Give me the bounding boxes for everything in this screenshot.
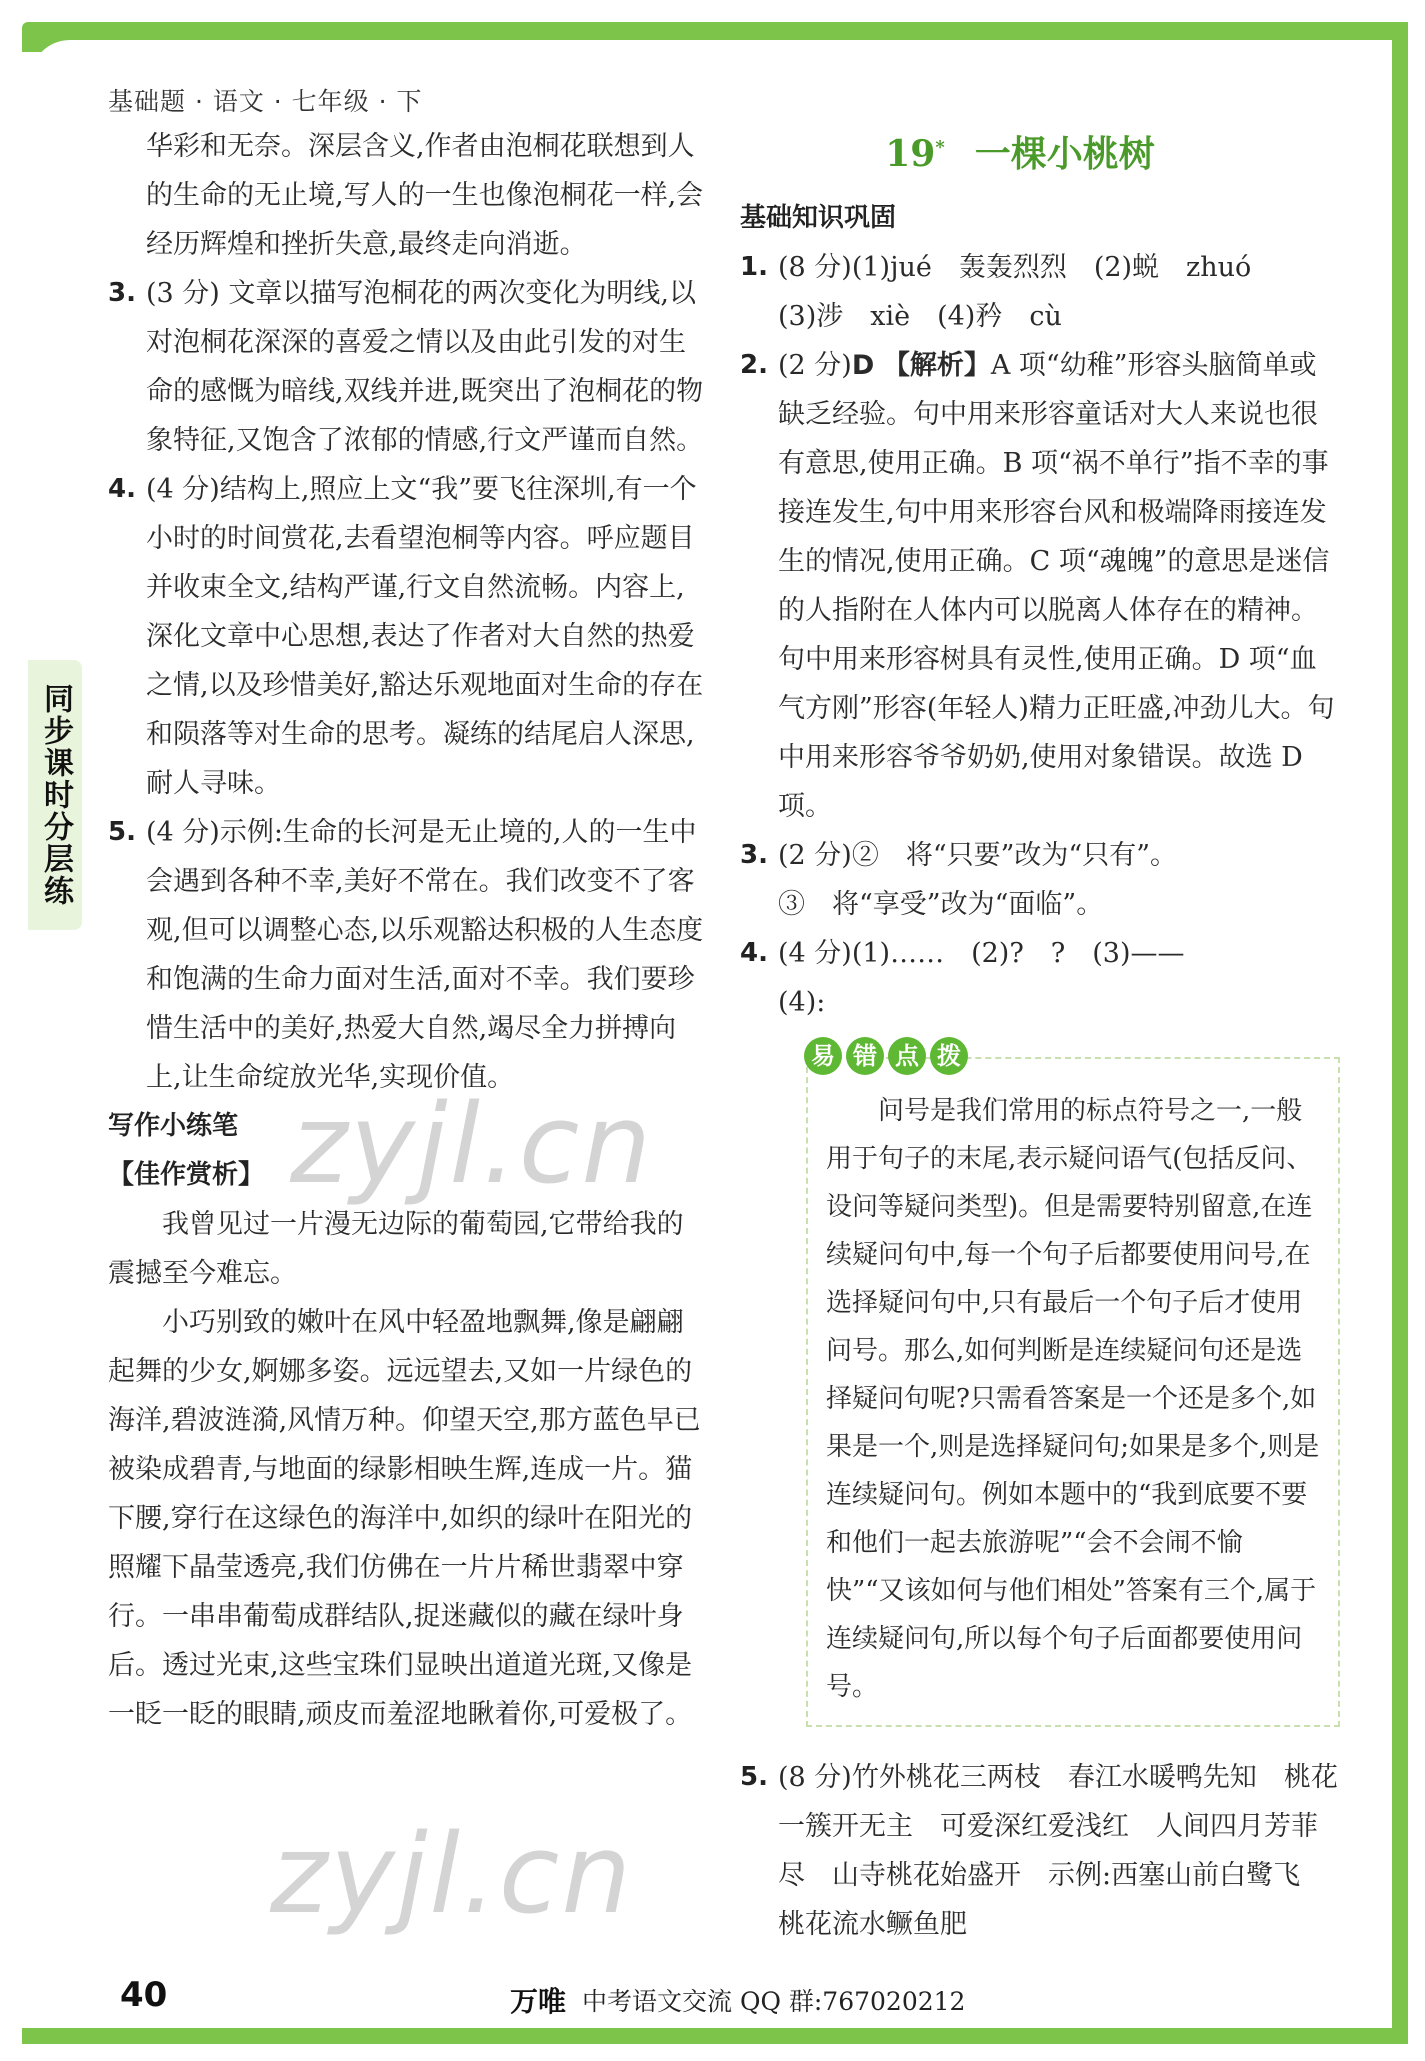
answer-number: 5. [740, 1762, 768, 1792]
error-tip-badge [804, 1037, 968, 1075]
answer-text: (4 分)结构上,照应上文“我”要飞往深圳,有一个小时的时间赏花,去看望泡桐等内容。呼应题目并收束全文,结构严谨,行文自然流畅。内容上,深化文章中心思想,表达了作者对大自然的热爱之情,以及珍惜美好,豁达乐观地面对生命的存在和陨落等对生命的思考。凝练的结尾启人深思,耐人寻味。 [146, 474, 704, 799]
page-number: 40 [120, 1975, 168, 2015]
side-tab [28, 660, 82, 930]
answer-line: ③ 将“享受”改为“面临”。 [778, 889, 1104, 920]
essay-paragraph: 小巧别致的嫩叶在风中轻盈地飘舞,像是翩翩起舞的少女,婀娜多姿。远远望去,又如一片绿色的海洋,碧波涟漪,风情万种。仰望天空,那方蓝色早已被染成碧青,与地面的绿影相映生辉,连成一片。猫下腰,穿行在这绿色的海洋中,如织的绿叶在阳光的照耀下晶莹透亮,我们仿佛在一片片稀世翡翠中穿行。一串串葡萄成群结队,捉迷藏似的藏在绿叶身后。透过光束,这些宝珠们显映出道道光斑,又像是一眨一眨的眼睛,顽皮而羞涩地瞅着你,可爱极了。 [108, 1307, 701, 1730]
watermark: zyjl.cn [270, 1810, 634, 1938]
appreciation-title: 【佳作赏析】 [108, 1160, 265, 1190]
publisher-logo: 万唯 [510, 1985, 567, 2018]
bottom-frame-bar [22, 2028, 1408, 2044]
right-column [740, 118, 1340, 1949]
side-tab-label: 同步课时分层练 [38, 683, 73, 907]
answer-line: (8 分)(1)jué 轰轰烈烈 (2)蜕 zhuó [778, 252, 1252, 283]
badge-char: 点 [888, 1037, 926, 1075]
answer-number: 3. [740, 840, 768, 870]
answer-score: (2 分) [778, 350, 852, 381]
answer-text: (4 分)示例:生命的长河是无止境的,人的一生中会遇到各种不幸,美好不常在。我们改变不了客观,但可以调整心态,以乐观豁达积极的人生态度和饱满的生命力面对生活,面对不幸。我们要珍惜生活中的美好,热爱大自然,竭尽全力拼搏向上,让生命绽放光华,实现价值。 [146, 817, 704, 1093]
left-column [108, 122, 708, 1739]
answer-number: 5. [108, 817, 136, 847]
answer-text: (8 分)竹外桃花三两枝 春江水暖鸭先知 桃花一簇开无主 可爱深红爱浅红 人间四月芳菲尽 山寺桃花始盛开 示例:西塞山前白鹭飞 桃花流水鳜鱼肥 [778, 1762, 1338, 1940]
answer-item-5-right [740, 1753, 1340, 1949]
tip-text: 问号是我们常用的标点符号之一,一般用于句子的末尾,表示疑问语气(包括反问、设问等疑问类型)。但是需要特别留意,在连续疑问句中,每一个句子后都要使用问号,在选择疑问句中,只有最后一个句子后才使用问号。那么,如何判断是连续疑问句还是选择疑问句呢?只需看答案是一个还是多个,如果是一个,则是选择疑问句;如果是多个,则是连续疑问句。例如本题中的“我到底要不要和他们一起去旅游呢”“会不会闹不愉快”“又该如何与他们相处”答案有三个,属于连续疑问句,所以每个句子后面都要使用问号。 [826, 1096, 1320, 1702]
answer-item-4-right [740, 929, 1340, 1027]
answer-number: 3. [108, 278, 136, 308]
continued-answer [108, 122, 708, 269]
lesson-title [740, 118, 1340, 184]
right-frame-bar [1392, 22, 1408, 2044]
writing-section-title: 写作小练笔 [108, 1111, 239, 1141]
lesson-name: 一棵小桃树 [974, 133, 1155, 175]
continued-answer-text: 华彩和无奈。深层含义,作者由泡桐花联想到人的生命的无止境,写人的一生也像泡桐花一样,会经历辉煌和挫折失意,最终走向消逝。 [146, 131, 704, 260]
answer-item-1 [740, 243, 1340, 341]
answer-number: 4. [108, 474, 136, 504]
analysis-label: 【解析】 [882, 350, 991, 381]
badge-char: 错 [846, 1037, 884, 1075]
answer-number: 1. [740, 252, 768, 282]
lesson-mark: * [935, 137, 945, 158]
answer-text: (3 分) 文章以描写泡桐花的两次变化为明线,以对泡桐花深深的喜爱之情以及由此引发的对生命的感慨为暗线,双线并进,既突出了泡桐花的物象特征,又饱含了浓郁的情感,行文严谨而自然。 [146, 278, 704, 456]
answer-line: (3)涉 xiè (4)矜 cù [778, 301, 1062, 332]
answer-line: (4): [778, 987, 826, 1018]
badge-char: 易 [804, 1037, 842, 1075]
lesson-number: 19 [885, 133, 936, 175]
answer-item-2 [740, 341, 1340, 831]
answer-choice: D [851, 350, 875, 381]
running-header: 基础题 · 语文 · 七年级 · 下 [108, 87, 423, 116]
section-title: 基础知识巩固 [740, 203, 897, 233]
analysis-text: A 项“幼稚”形容头脑简单或缺乏经验。句中用来形容童话对大人来说也很有意思,使用正确。B 项“祸不单行”指不幸的事接连发生,句中用来形容台风和极端降雨接连发生的情况,使用正确。C 项“魂魄”的意思是迷信的人指附在人体内可以脱离人体存在的精神。句中用来形容树具有灵性,使用正确。D 项“血气方刚”形容(年轻人)精力正旺盛,冲劲儿大。句中用来形容爷爷奶奶,使用对象错误。故选 D 项。 [778, 350, 1335, 822]
answer-number: 4. [740, 938, 768, 968]
badge-char: 拨 [930, 1037, 968, 1075]
answer-line: (2 分)② 将“只要”改为“只有”。 [778, 840, 1178, 871]
watermark: zyjl.cn [290, 1080, 654, 1208]
footer-group-info: 中考语文交流 QQ 群:767020212 [582, 1987, 966, 2016]
answer-item-4 [108, 465, 708, 808]
answer-line: (4 分)(1)…… (2)? ? (3)—— [778, 938, 1185, 969]
answer-item-3-right [740, 831, 1340, 929]
answer-number: 2. [740, 350, 768, 380]
answer-item-3 [108, 269, 708, 465]
essay-paragraph: 我曾见过一片漫无边际的葡萄园,它带给我的震撼至今难忘。 [108, 1209, 684, 1289]
answer-item-5 [108, 808, 708, 1102]
error-tip-box [806, 1042, 1340, 1727]
